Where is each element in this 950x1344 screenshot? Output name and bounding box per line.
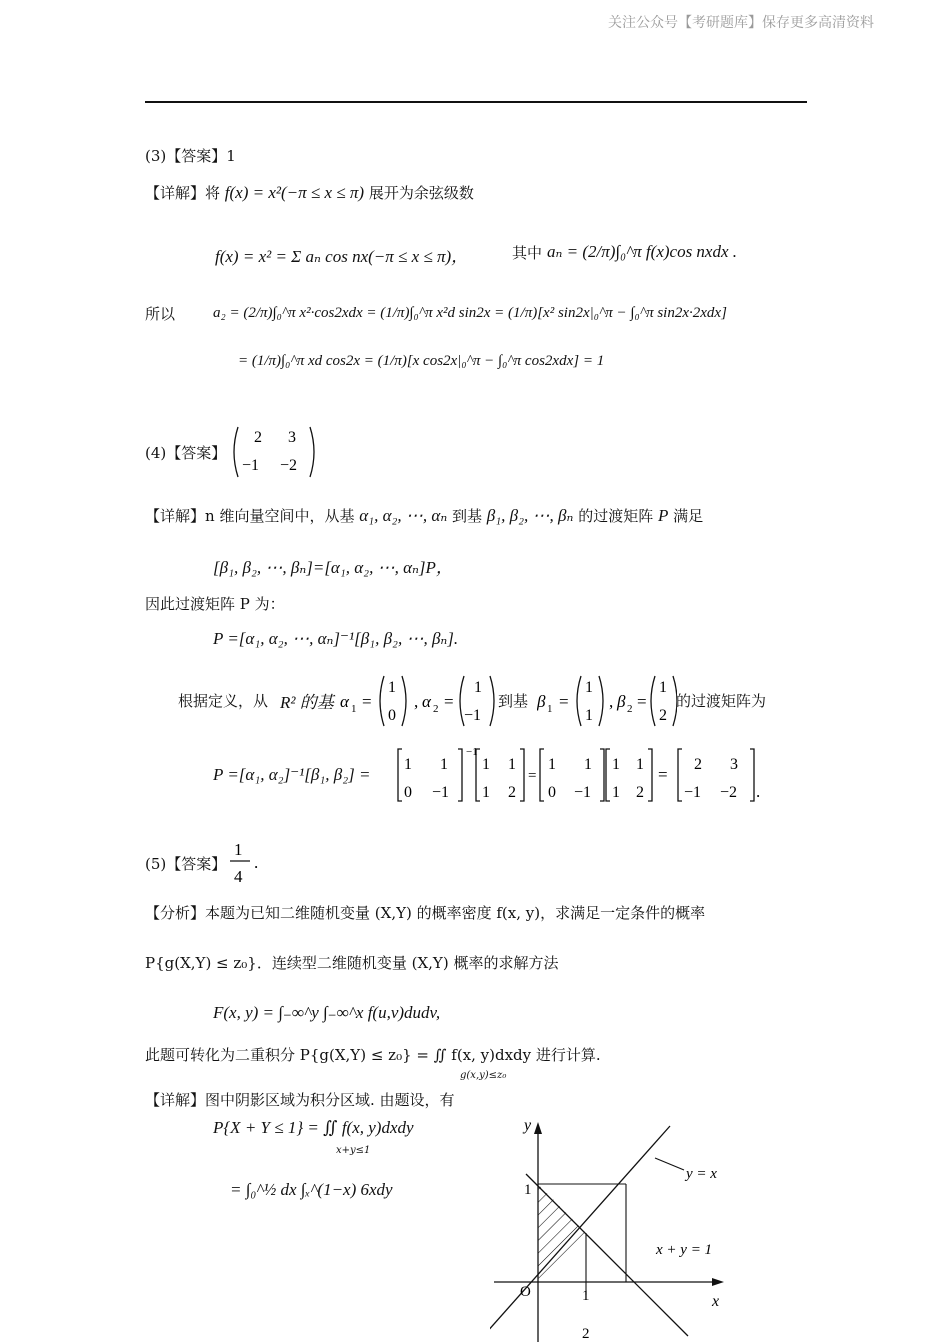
q4-b2-top: 1 — [659, 679, 667, 696]
q5-x-label: x — [712, 1293, 720, 1310]
q4-am-22: −2 — [280, 457, 298, 474]
q4-transition: 的过渡矩阵为 — [676, 692, 767, 710]
q4-betas: β₁, β₂, ⋯, βₙ — [486, 506, 574, 525]
q4-a2-top: 1 — [474, 679, 482, 696]
q4-mb-12: 1 — [508, 756, 516, 773]
q5-label-xy1: x + y = 1 — [656, 1242, 713, 1258]
q3-detail-tail: 展开为余弦级数 — [368, 184, 474, 202]
q5-ans-den: 4 — [234, 867, 243, 886]
q3-detail-label: 【详解】将 — [145, 184, 221, 202]
q3-detail-func: f(x) = x²(−π ≤ x ≤ π) — [224, 183, 365, 202]
q5-analysis-line1 — [145, 902, 705, 923]
svg-text:,: , — [414, 692, 419, 711]
svg-text:β: β — [617, 692, 626, 711]
q4-am-21: −1 — [242, 457, 260, 474]
q5-label-yx: y = x — [686, 1166, 717, 1182]
q4-b1-top: 1 — [585, 679, 593, 696]
q4-detail-b: 到基 — [452, 507, 483, 525]
q5-origin: O — [520, 1284, 531, 1300]
q3-series: f(x) = x² = Σ aₙ cos nx(−π ≤ x ≤ π)， — [215, 247, 469, 266]
q4-mb2-21: 1 — [612, 784, 620, 801]
svg-text:−1: −1 — [466, 746, 478, 758]
q3-answer: (3)【答案】1 — [145, 147, 236, 165]
q3-a2-line2: = (1/π)∫₀^π xd cos2x = (1/π)[x cos2x|₀^π − ∫₀^π cos2xdx] = 1 — [238, 353, 605, 369]
q4-to-base: 到基 — [498, 692, 529, 710]
header-rule — [145, 101, 807, 103]
q5-answer: (5)【答案】 — [145, 855, 227, 873]
q4-mr-11: 2 — [694, 756, 702, 773]
svg-text:=: = — [559, 692, 569, 711]
q4-detail-line — [145, 505, 703, 526]
q4-mi2-12: 1 — [584, 756, 592, 773]
q4-a2-bot: −1 — [464, 707, 482, 724]
q5-F: F(x, y) = ∫₋∞^y ∫₋∞^x f(u,v)dudv, — [213, 1003, 441, 1022]
q4-R2: R² 的基 — [280, 693, 334, 712]
q4-final-lhs: P =[α₁, α₂]⁻¹[β₁, β₂] = — [213, 765, 371, 784]
svg-text:.: . — [254, 853, 259, 872]
svg-text:=: = — [637, 692, 647, 711]
svg-text:2: 2 — [433, 703, 439, 715]
q4-detail-label: 【详解】 — [145, 507, 206, 525]
q4-relation: [β₁, β₂, ⋯, βₙ]=[α₁, α₂, ⋯, αₙ]P， — [213, 558, 453, 577]
q4-mb2-11: 1 — [612, 756, 620, 773]
svg-text:1: 1 — [351, 703, 357, 715]
q4-mi2-11: 1 — [548, 756, 556, 773]
q4-answer-matrix — [228, 424, 320, 480]
svg-text:=: = — [362, 692, 372, 711]
svg-text:,: , — [609, 692, 614, 711]
q4-alphas: α₁, α₂, ⋯, αₙ — [359, 506, 448, 525]
q5-convert: 此题可转化为二重积分 P{g(X,Y) ≤ z₀} = ∬ f(x, y)dxdy 进行计算. — [145, 1046, 601, 1064]
svg-text:1: 1 — [547, 703, 553, 715]
q3-an-formula: aₙ = (2/π)∫₀^π f(x)cos nxdx . — [547, 242, 738, 261]
svg-text:.: . — [756, 782, 761, 801]
q4-mi-21: 0 — [404, 784, 412, 801]
q5-analysis-label: 【分析】 — [145, 904, 206, 922]
q5-y-label: y — [524, 1117, 532, 1134]
q4-mb-21: 1 — [482, 784, 490, 801]
q5-tick-half-den: 2 — [582, 1326, 590, 1342]
q4-mb2-12: 1 — [636, 756, 644, 773]
q4-mb-11: 1 — [482, 756, 490, 773]
q4-b1-bot: 1 — [585, 707, 593, 724]
q3-a2-line1: a₂ = (2/π)∫₀^π x²·cos2xdx = (1/π)∫₀^π x²d sin2x = (1/π)[x² sin2x|₀^π − ∫₀^π sin2x·2xdx] — [213, 305, 727, 321]
q5-detail-label: 【详解】 — [145, 1091, 206, 1109]
q3-so: 所以 — [145, 305, 176, 323]
svg-text:=: = — [528, 768, 537, 784]
q4-b2-bot: 2 — [659, 707, 667, 724]
q5-detail-line — [145, 1089, 455, 1110]
q5-analysis-a: 本题为已知二维随机变量 (X,Y) 的概率密度 f(x, y)，求满足一定条件的概率 — [205, 904, 706, 922]
q4-target-vectors — [537, 672, 677, 730]
q4-a1-bot: 0 — [388, 707, 396, 724]
q4-by-def: 根据定义，从 — [178, 692, 269, 710]
q5-answer-fraction — [228, 838, 264, 888]
svg-text:β: β — [537, 692, 546, 711]
q4-a1-top: 1 — [388, 679, 396, 696]
q5-eq1: P{X + Y ≤ 1} = ∬ f(x, y)dxdy — [213, 1118, 414, 1137]
q4-detail-d: 满足 — [673, 507, 704, 525]
q4-am-12: 3 — [288, 429, 296, 446]
q4-detail-a: n 维向量空间中，从基 — [205, 507, 355, 525]
q4-mi2-22: −1 — [574, 784, 592, 801]
q5-convert-sub: g(x,y)≤z₀ — [460, 1070, 507, 1081]
q4-mr-22: −2 — [720, 784, 738, 801]
q4-mb-22: 2 — [508, 784, 516, 801]
q4-mi2-21: 0 — [548, 784, 556, 801]
q4-answer: (4)【答案】 — [145, 444, 227, 462]
q4-mi-12: 1 — [440, 756, 448, 773]
q4-am-11: 2 — [254, 429, 262, 446]
q5-analysis-line2: P{g(X,Y) ≤ z₀}．连续型二维随机变量 (X,Y) 概率的求解方法 — [145, 954, 559, 972]
svg-text:2: 2 — [627, 703, 633, 715]
svg-text:=: = — [444, 692, 454, 711]
q4-mr-21: −1 — [684, 784, 702, 801]
q5-region-graph — [490, 1110, 760, 1342]
svg-text:α: α — [422, 692, 431, 711]
q4-mb2-22: 2 — [636, 784, 644, 801]
svg-text:=: = — [658, 765, 668, 784]
q4-P: P — [658, 506, 669, 525]
q4-mr-12: 3 — [730, 756, 738, 773]
watermark: 关注公众号【考研题库】保存更多高清资料 — [608, 15, 874, 31]
q5-ans-num: 1 — [234, 840, 243, 859]
q4-therefore: 因此过渡矩阵 P 为： — [145, 595, 285, 613]
q5-eq1-sub: x+y≤1 — [336, 1145, 371, 1156]
q4-formula: P =[α₁, α₂, ⋯, αₙ]⁻¹[β₁, β₂, ⋯, βₙ]. — [213, 629, 459, 648]
q5-eq2: = ∫₀^½ dx ∫ₓ^(1−x) 6xdy — [230, 1180, 393, 1199]
q4-mi-11: 1 — [404, 756, 412, 773]
svg-text:α: α — [340, 692, 349, 711]
q3-detail-line — [145, 182, 474, 203]
q5-tick-one: 1 — [524, 1182, 532, 1198]
q5-tick-half-num: 1 — [582, 1288, 590, 1304]
q4-mi-22: −1 — [432, 784, 450, 801]
q5-detail-text: 图中阴影区域为积分区域. 由题设，有 — [205, 1091, 455, 1109]
q3-where: 其中 — [512, 244, 543, 262]
q4-final-matrices — [396, 745, 766, 805]
q4-detail-c: 的过渡矩阵 — [578, 507, 654, 525]
